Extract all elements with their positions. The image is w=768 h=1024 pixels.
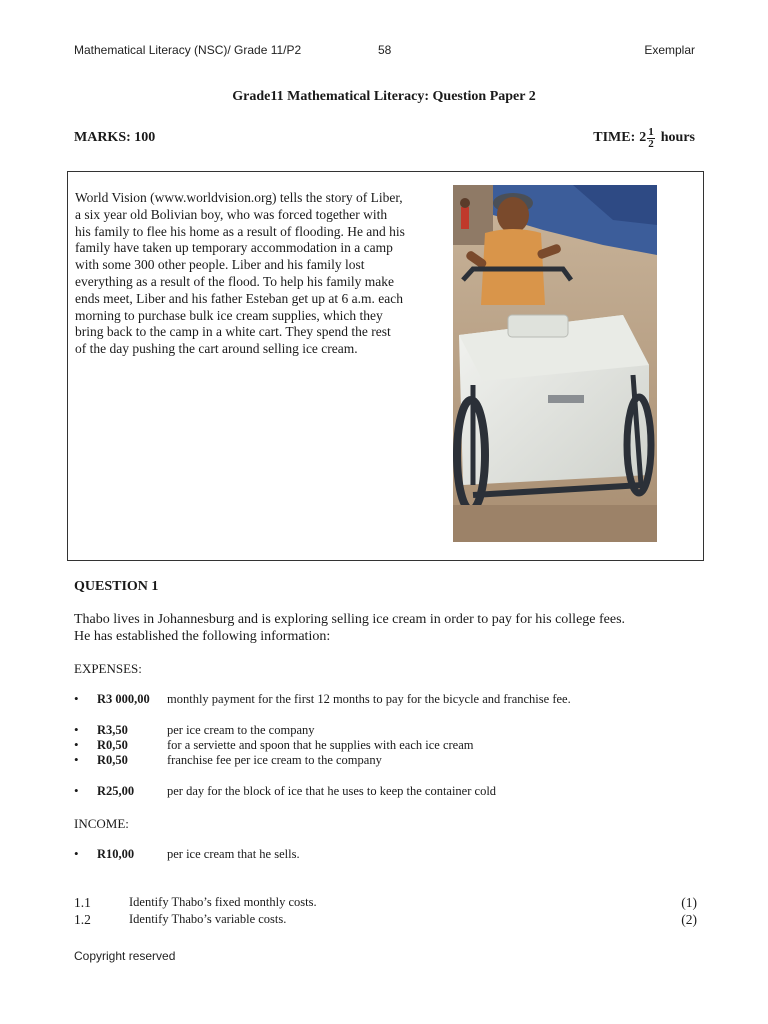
expense-item <box>74 691 571 707</box>
bullet-icon: • <box>74 722 79 737</box>
copyright-footer: Copyright reserved <box>74 949 176 963</box>
expense-item <box>74 737 473 753</box>
income-item <box>74 846 300 862</box>
expense-amount: R0,50 <box>97 753 128 767</box>
marks-total: MARKS: 100 <box>74 130 156 145</box>
question-1-title: QUESTION 1 <box>74 579 159 594</box>
expense-item <box>74 783 496 799</box>
income-label: INCOME: <box>74 816 129 831</box>
time-whole: 2 <box>639 130 647 145</box>
photo-illustration <box>453 185 657 542</box>
time-numerator: 1 <box>648 125 654 138</box>
header-exemplar: Exemplar <box>644 43 695 57</box>
expense-item <box>74 722 315 738</box>
bullet-icon: • <box>74 783 79 798</box>
income-description: per ice cream that he sells. <box>167 847 300 861</box>
header-page-number: 58 <box>378 43 392 57</box>
bullet-icon: • <box>74 691 79 706</box>
question-text: Identify Thabo’s variable costs. <box>129 912 287 926</box>
boy-with-ice-cream-cart-photo <box>453 185 657 542</box>
expense-description: for a serviette and spoon that he supplies with each ice cream <box>167 738 474 752</box>
header-subject: Mathematical Literacy (NSC)/ Grade 11/P2 <box>74 43 302 57</box>
expense-amount: R3 000,00 <box>97 692 150 706</box>
bullet-icon: • <box>74 846 79 861</box>
expense-amount: R3,50 <box>97 723 128 737</box>
expense-description: per ice cream to the company <box>167 723 315 737</box>
question-1-intro: Thabo lives in Johannesburg and is exploring selling ice cream in order to pay for his college fees. He has established the following information: <box>74 612 626 644</box>
paper-title: Grade11 Mathematical Literacy: Question Paper 2 <box>232 89 536 104</box>
expense-description: monthly payment for the first 12 months to pay for the bicycle and franchise fee. <box>167 692 571 706</box>
expense-item <box>74 752 382 768</box>
time-allowed <box>593 124 695 152</box>
question-number: 1.1 <box>74 895 91 910</box>
bullet-icon: • <box>74 752 79 767</box>
story-box <box>67 171 704 561</box>
time-denominator: 2 <box>648 137 654 150</box>
expense-description: franchise fee per ice cream to the company <box>167 753 382 767</box>
question-marks: (2) <box>681 912 697 927</box>
question-marks: (1) <box>681 895 697 910</box>
expense-amount: R0,50 <box>97 738 128 752</box>
question-row <box>74 895 697 911</box>
time-fraction <box>647 127 655 150</box>
income-amount: R10,00 <box>97 847 135 861</box>
bullet-icon: • <box>74 737 79 752</box>
story-text: World Vision (www.worldvision.org) tells the story of Liber, a six year old Bolivian boy, who was forced together with his family to flee his home as a result of flooding. He and his family have taken up temporary accommodation in a camp with some 300 other people. Liber and his family lost everything as a result of the flood. To help his family make ends meet, Liber and his father Esteban get up at 6 a.m. each morning to purchase bulk ice cream supplies, which they bring back to the camp in a white cart. They spend the rest of the day pushing the cart around selling ice cream. <box>75 190 405 357</box>
time-unit: hours <box>660 130 695 145</box>
expenses-label: EXPENSES: <box>74 661 142 676</box>
expense-description: per day for the block of ice that he uses to keep the container cold <box>167 784 497 798</box>
question-number: 1.2 <box>74 912 91 927</box>
time-label: TIME: <box>593 130 636 145</box>
question-row <box>74 912 697 928</box>
question-text: Identify Thabo’s fixed monthly costs. <box>129 895 317 909</box>
expense-amount: R25,00 <box>97 784 135 798</box>
